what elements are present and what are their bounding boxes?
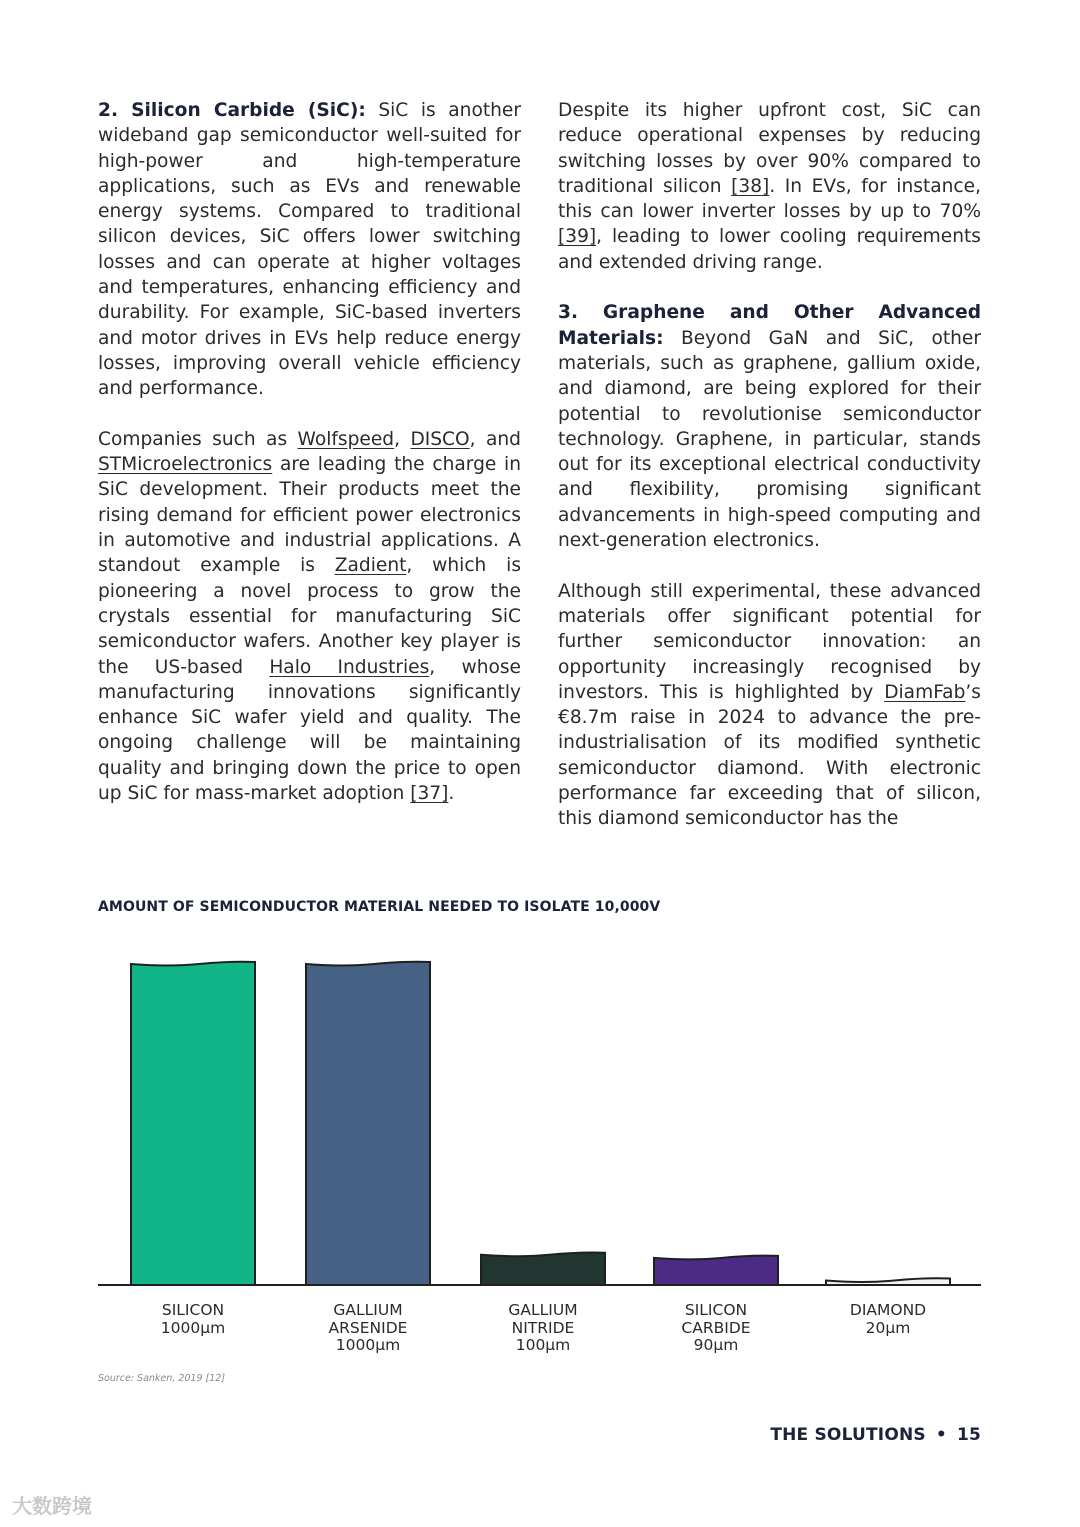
- text-run: , leading to lower cooling requirements and extended driving range.: [558, 226, 981, 273]
- text-run: , whose manufacturing innovations significantly enhance SiC wafer yield and quality. The ongoing challenge will be maintaining quality and bringing down the price to open up SiC for mass-market adoption: [98, 656, 521, 805]
- text-run: . In EVs, for instance, this can lower inverter losses by up to 70%: [558, 175, 981, 223]
- text-run: Companies such as: [98, 428, 298, 450]
- footer-separator: •: [935, 1425, 947, 1445]
- text-run: Although still experimental, these advanced materials offer significant potential for further semiconductor innovation: an opportunity increasingly recognised by investors. This is highlighted by: [558, 580, 981, 703]
- category-label: [283, 1302, 453, 1355]
- tick-label-line: SILICON: [684, 1301, 748, 1319]
- text-run: ’s €8.7m raise in 2024 to advance the pre-industrialisation of its modified synthetic semiconductor diamond. With electronic performance far exceeding that of silicon, this diamond semiconductor has the: [558, 681, 981, 830]
- category-label: [631, 1302, 801, 1355]
- tick-label-line: 20µm: [865, 1318, 911, 1337]
- page-footer: [770, 1425, 981, 1445]
- reference-39-link[interactable]: [39]: [558, 226, 597, 248]
- page-number: 15: [956, 1425, 981, 1445]
- bar-gallium-arsenide: [306, 962, 430, 1285]
- tick-label-line: CARBIDE: [681, 1318, 751, 1337]
- diamfab-link[interactable]: DiamFab: [884, 681, 966, 703]
- tick-label-line: GALLIUM: [333, 1301, 403, 1319]
- category-label: [803, 1302, 973, 1337]
- halo-industries-link[interactable]: Halo Industries: [269, 656, 430, 678]
- zadient-link[interactable]: Zadient: [334, 555, 407, 577]
- reference-38-link[interactable]: [38]: [731, 175, 770, 197]
- text-run: Despite its higher upfront cost, SiC can reduce operational expenses by reducing switching losses by over 90% compared to traditional silicon: [558, 100, 981, 197]
- bar-silicon-carbide: [654, 1256, 778, 1285]
- graphene-text: Beyond GaN and SiC, other materials, such as graphene, gallium oxide, and diamond, are being explored for their potential to revolutionise semiconductor technology. Graphene, in particular, stands out for its exceptional electrical conductivity and flexibility, promising significant advancements in high-speed computing and next-generation electronics.: [558, 327, 981, 552]
- bar-silicon: [131, 962, 255, 1285]
- text-run: , which is pioneering a novel process to grow the crystals essential for manufacturing SiC semiconductor wafers. Another key player is the US-based: [98, 555, 522, 678]
- sic-heading: 2. Silicon Carbide (SiC):: [98, 100, 366, 121]
- tick-label-line: DIAMOND: [849, 1301, 927, 1319]
- text-run: , and: [469, 428, 521, 450]
- category-label: [458, 1302, 628, 1355]
- reference-37-link[interactable]: [37]: [410, 783, 449, 805]
- watermark-logo: 大数跨境: [12, 1494, 92, 1518]
- tick-label-line: 1000µm: [335, 1336, 401, 1354]
- chart-title: AMOUNT OF SEMICONDUCTOR MATERIAL NEEDED TO ISOLATE 10,000V: [98, 899, 661, 915]
- tick-label-line: GALLIUM: [508, 1301, 578, 1319]
- stmicroelectronics-link[interactable]: STMicroelectronics: [98, 454, 273, 476]
- text-run: .: [448, 783, 455, 805]
- tick-label-line: 90µm: [693, 1336, 739, 1354]
- bar-diamond: [826, 1278, 950, 1285]
- category-label: [108, 1302, 278, 1337]
- bar-gallium-nitride: [481, 1252, 605, 1285]
- tick-label-line: SILICON: [161, 1301, 225, 1319]
- tick-label-line: NITRIDE: [511, 1318, 575, 1337]
- tick-label-line: 100µm: [515, 1336, 571, 1354]
- text-run: ,: [394, 428, 411, 450]
- chart-source: Source: Sanken, 2019 [12]: [98, 1373, 226, 1384]
- sic-text: SiC is another wideband gap semiconductor well-suited for high-power and high-temperature applications, such as EVs and renewable energy systems. Compared to traditional silicon devices, SiC offers lower switching losses and can operate at higher voltages and temperatures, enhancing efficiency and durability. For example, SiC-based inverters and motor drives in EVs help reduce energy losses, improving overall vehicle efficiency and performance.: [98, 100, 521, 400]
- tick-label-line: 1000µm: [160, 1318, 226, 1337]
- wolfspeed-link[interactable]: Wolfspeed: [297, 428, 395, 450]
- graphene-heading: 3. Graphene and Other Advanced Materials:: [558, 302, 981, 349]
- section-name: THE SOLUTIONS: [770, 1425, 926, 1445]
- disco-link[interactable]: DISCO: [410, 428, 470, 450]
- tick-label-line: ARSENIDE: [328, 1318, 408, 1337]
- text-run: are leading the charge in SiC development. Their products meet the rising demand for efficient power electronics in automotive and industrial applications. A standout example is: [98, 454, 521, 577]
